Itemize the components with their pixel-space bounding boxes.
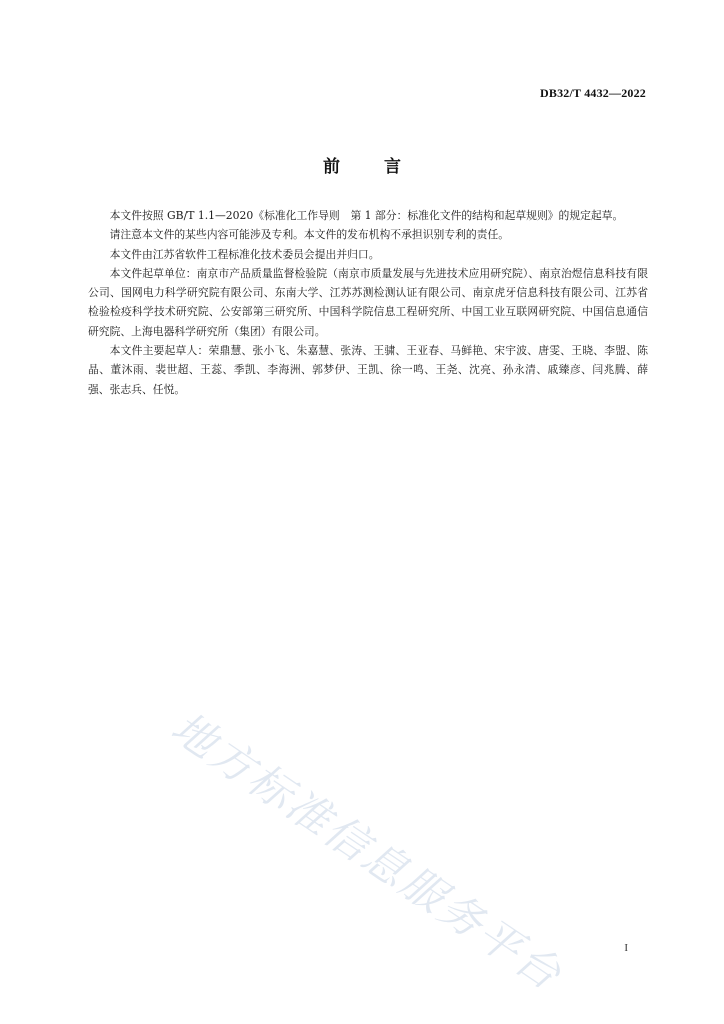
watermark: 地方标准信息服务平台 <box>162 702 572 1002</box>
paragraph-drafters: 本文件主要起草人：荣鼎慧、张小飞、朱嘉慧、张涛、王骕、王亚春、马鲜艳、宋宇波、唐雯、王晓、李盟、陈晶、董沐雨、裴世超、王蕊、季凯、李海洲、郭梦伊、王凯、徐一鸣、王尧、沈亮、孙永清、戚臻彦、闫兆腾、薛强、张志兵、任悦。 <box>88 344 648 396</box>
title-char-1: 前 <box>323 157 340 177</box>
paragraph-drafting-units: 本文件起草单位：南京市产品质量监督检验院（南京市质量发展与先进技术应用研究院）、南京治煜信息科技有限公司、国网电力科学研究院有限公司、东南大学、江苏苏测检测认证有限公司、南京虎牙信息科技有限公司、江苏省检验检疫科学技术研究院、公安部第三研究所、中国科学院信息工程研究所、中国工业互联网研究院、中国信息通信研究院、上海电器科学研究所（集团）有限公司。 <box>88 266 648 338</box>
paragraph-drafting-basis: 本文件按照 GB/T 1.1—2020《标准化工作导则 第 1 部分：标准化文件的结构和起草规则》的规定起草。 <box>109 209 624 222</box>
paragraph-patent-notice: 请注意本文件的某些内容可能涉及专利。本文件的发布机构不承担识别专利的责任。 <box>109 228 510 242</box>
document-body <box>88 206 648 399</box>
page-title <box>0 152 724 177</box>
document-code: DB32/T 4432—2022 <box>540 86 646 100</box>
paragraph-proposer: 本文件由江苏省软件工程标准化技术委员会提出并归口。 <box>109 247 380 261</box>
title-char-2: 言 <box>384 157 401 177</box>
page-number: I <box>624 942 628 954</box>
